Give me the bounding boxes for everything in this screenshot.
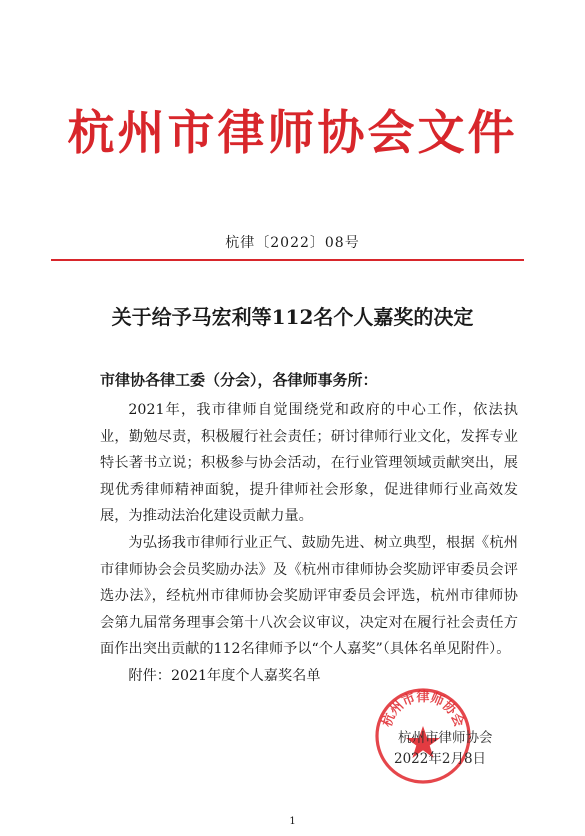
letterhead-title: 杭州市律师协会文件 <box>67 106 518 161</box>
document-title: 关于给予马宏利等112名个人嘉奖的决定 <box>111 305 474 329</box>
issue-date: 2022年2月8日 <box>394 751 487 767</box>
document-body <box>100 397 518 690</box>
seal-text: 杭州市律师协会 <box>379 689 467 730</box>
document-number: 杭律〔2022〕08号 <box>225 235 360 251</box>
svg-text:杭州市律师协会 <box>379 689 467 729</box>
salutation: 市律协各律工委（分会），各律师事务所： <box>100 371 378 389</box>
body-paragraph: 2021年，我市律师自觉围绕党和政府的中心工作，依法执业，勤勉尽责，积极履行社会责任；研讨律师行业文化，发挥专业特长著书立说；积极参与协会活动，在行业管理领域贡献突出，展现优秀律师精神面貌，提升律师社会形象，促进律师行业高效发展，为推动法治化建设贡献力量。 <box>100 402 518 525</box>
attachment-note: 附件：2021年度个人嘉奖名单 <box>128 667 321 684</box>
page-number: 1 <box>289 816 296 827</box>
body-paragraph: 为弘扬我市律师行业正气、鼓励先进、树立典型，根据《杭州市律师协会会员奖励办法》及《杭州市律师协会奖励评审委员会评选办法》，经杭州市律师协会奖励评审委员会评选，杭州市律师协会第九届常务理事会第十八次会议审议，决定对在履行社会责任方面作出突出贡献的112名律师予以“个人嘉奖”（具体名单见附件）。 <box>100 534 518 658</box>
red-separator-line <box>51 259 524 261</box>
issuer-name: 杭州市律师协会 <box>398 730 493 746</box>
